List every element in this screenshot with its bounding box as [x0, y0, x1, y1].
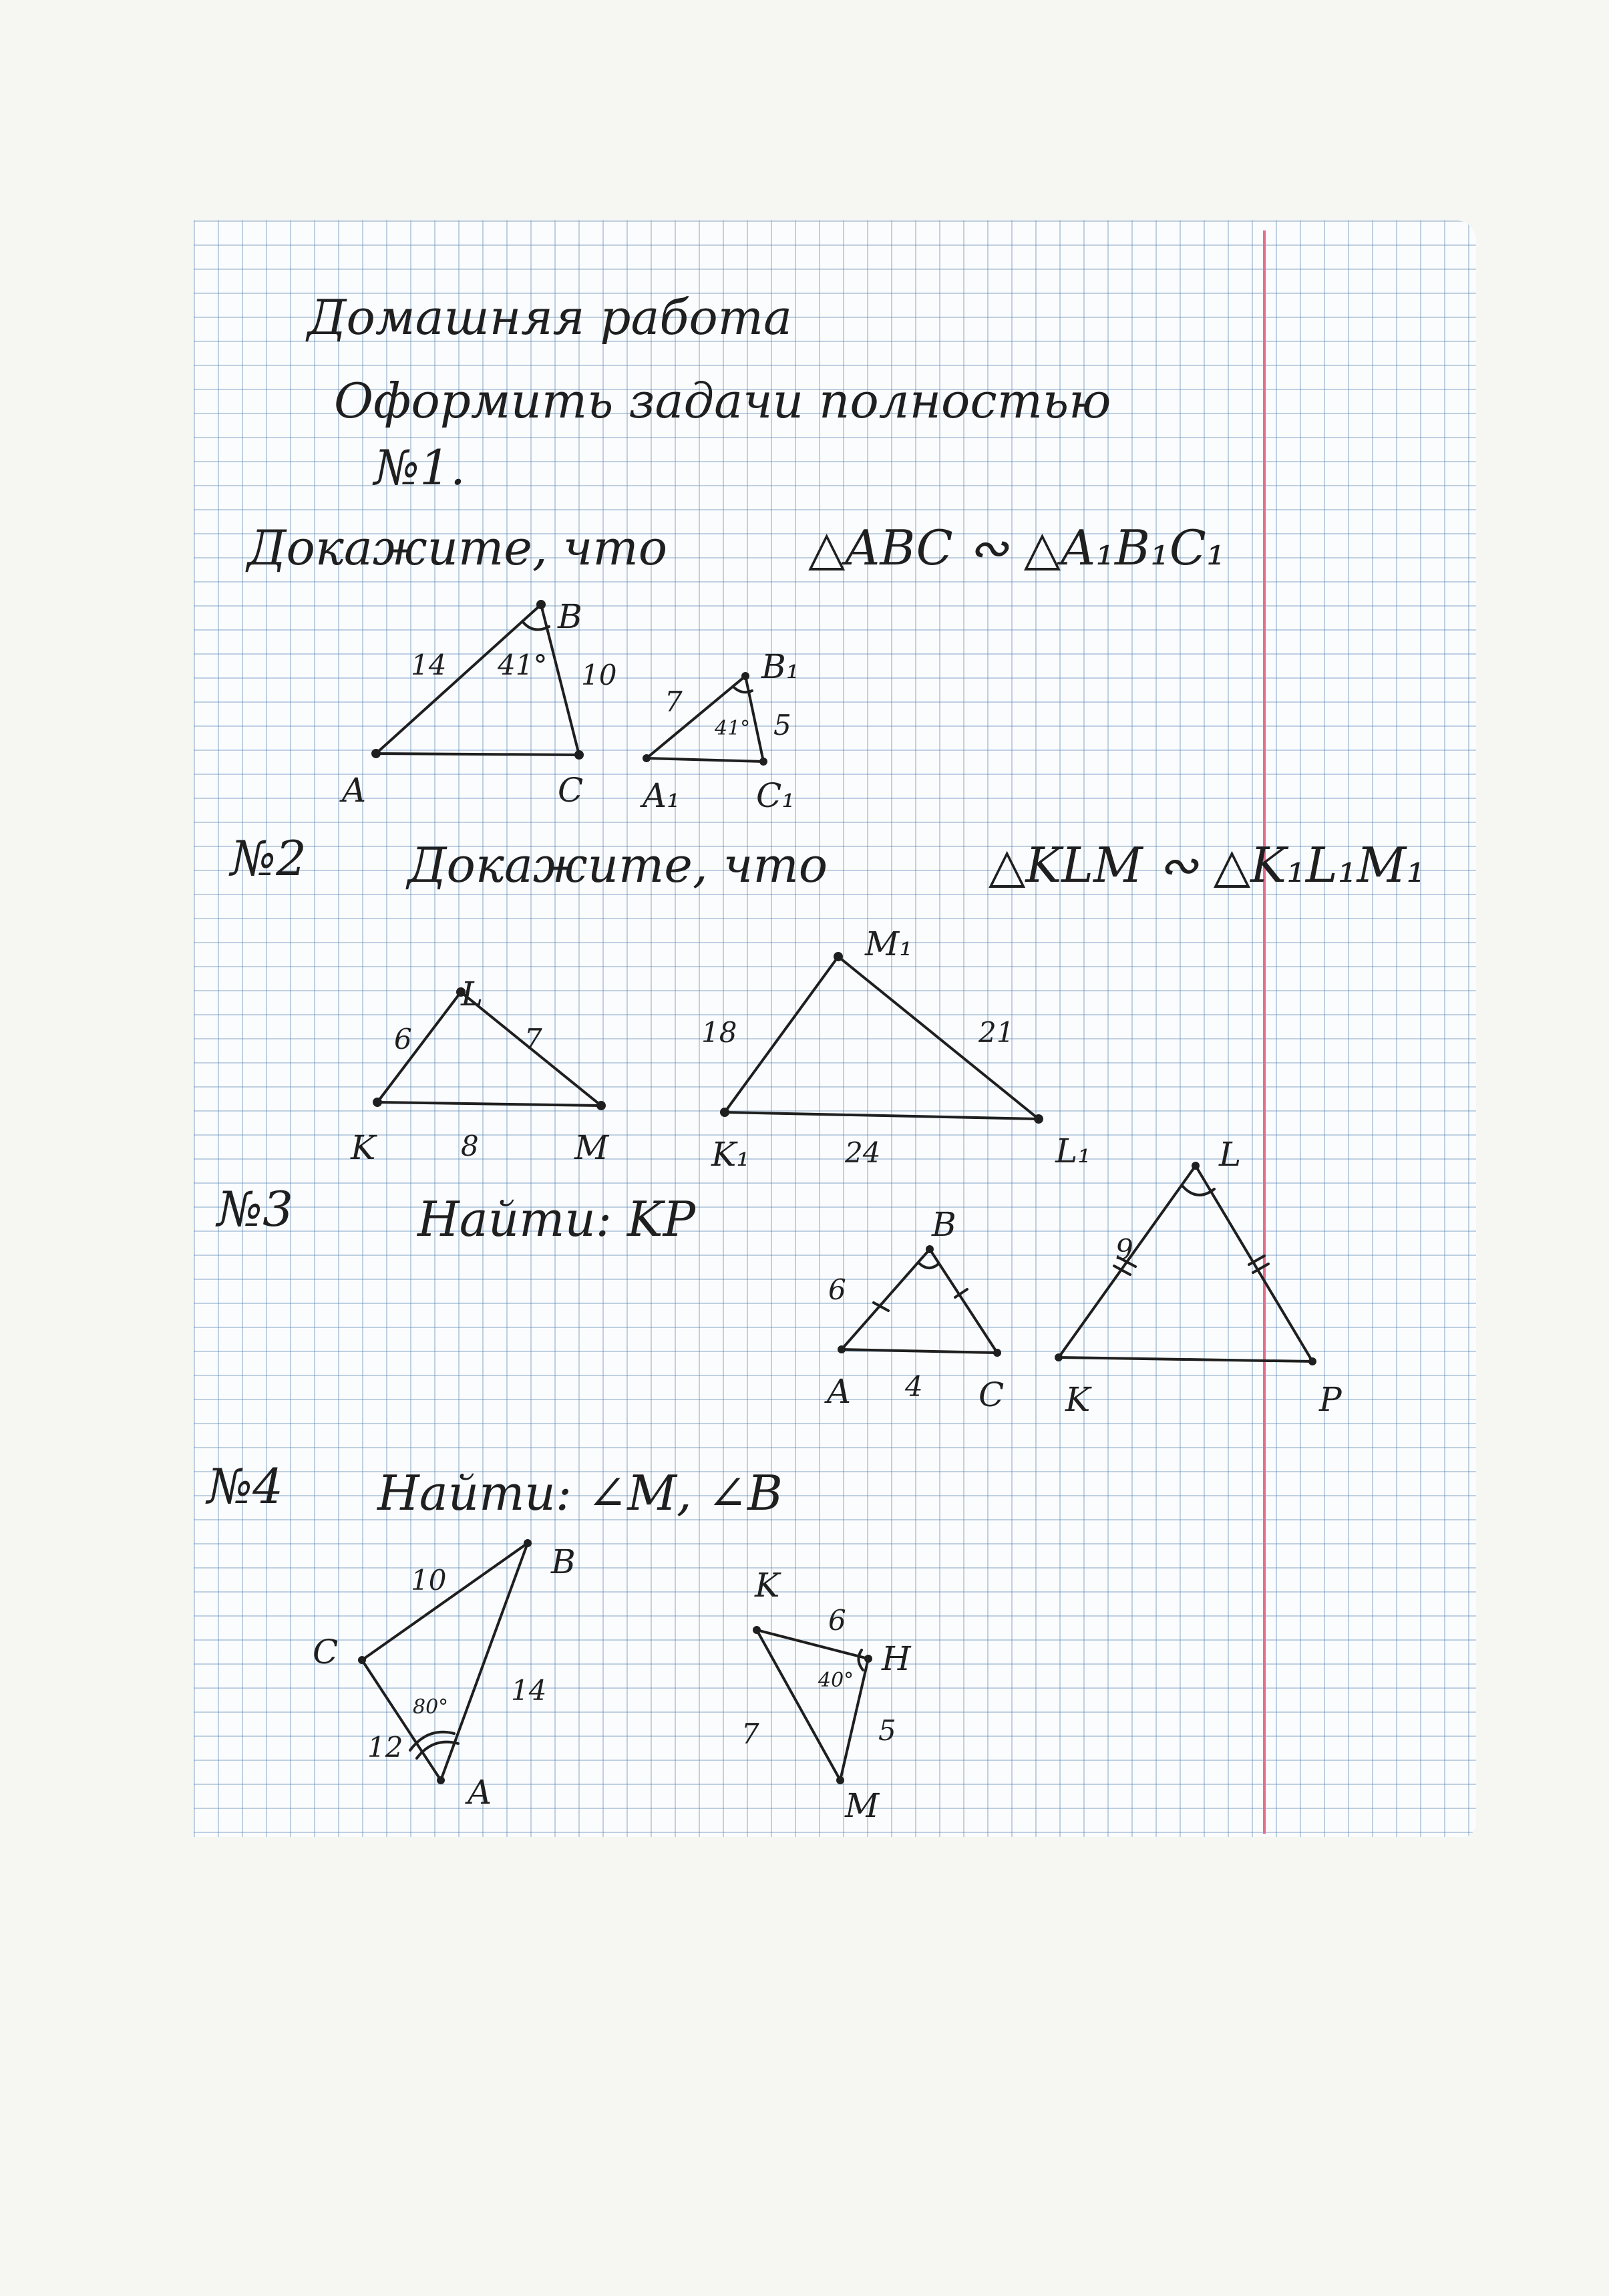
- vertex-label: B: [558, 597, 582, 636]
- vertex-label: C₁: [756, 776, 795, 815]
- problem-4: [205, 1458, 912, 1825]
- problem-task: Найти: ∠M, ∠B: [377, 1465, 783, 1521]
- vertex-label: A: [827, 1372, 852, 1411]
- side-label: 24: [845, 1136, 881, 1169]
- problem-task: Докажите, что: [247, 520, 668, 576]
- side-label: 14: [511, 1674, 547, 1707]
- vertex-label: K₁: [711, 1135, 750, 1174]
- side-label: 21: [978, 1016, 1015, 1049]
- vertex-label: M: [845, 1786, 880, 1825]
- triangle-abc-3: [824, 1205, 1004, 1414]
- side-label: 7: [665, 685, 683, 718]
- triangle-abc: [339, 597, 616, 810]
- problem-task: Докажите, что: [407, 837, 828, 893]
- side-label: 6: [828, 1604, 846, 1637]
- side-label: 5: [878, 1714, 896, 1747]
- vertex-label: B: [932, 1205, 956, 1244]
- vertex-label: A: [468, 1773, 492, 1812]
- vertex-label: L: [1219, 1135, 1242, 1174]
- side-label: 12: [367, 1731, 403, 1764]
- vertex-label: C: [558, 771, 584, 810]
- problem-number: №4: [207, 1458, 283, 1514]
- vertex-label: A: [342, 771, 367, 810]
- problem-2: [228, 830, 1425, 1174]
- vertex-label: C: [978, 1375, 1005, 1414]
- angle-label: 40°: [818, 1669, 854, 1692]
- vertex-label: K: [1065, 1380, 1091, 1419]
- side-label: 8: [461, 1130, 479, 1162]
- vertex-label: K: [351, 1128, 376, 1167]
- vertex-label: H: [882, 1639, 911, 1678]
- side-label: 5: [773, 709, 791, 742]
- triangle-klm: [350, 975, 610, 1167]
- vertex-label: M: [574, 1128, 609, 1167]
- side-label: 7: [524, 1023, 542, 1055]
- side-label: 4: [905, 1370, 923, 1403]
- triangle-klp: [1055, 1135, 1343, 1419]
- triangle-k1l1m1: [701, 925, 1091, 1174]
- triangle-a1b1c1: [640, 647, 799, 815]
- vertex-label: K: [755, 1566, 780, 1605]
- page-subtitle: Оформить задачи полностью: [334, 373, 1111, 429]
- side-label: 18: [701, 1016, 737, 1049]
- problem-3: [215, 1135, 1343, 1419]
- angle-label: 41°: [715, 717, 751, 740]
- triangle-cba: [313, 1539, 576, 1812]
- problem-number: №1.: [374, 440, 466, 496]
- vertex-label: L: [461, 975, 484, 1013]
- side-label: 6: [394, 1023, 412, 1055]
- vertex-label: B: [551, 1542, 576, 1581]
- side-label: 6: [828, 1273, 846, 1306]
- side-label: 10: [411, 1564, 447, 1597]
- triangle-khm: [741, 1566, 912, 1825]
- vertex-label: P: [1319, 1380, 1342, 1419]
- problem-number: №2: [230, 830, 307, 886]
- vertex-label: B₁: [761, 647, 799, 686]
- problem-statement: △KLM ∾ △K₁L₁M₁: [989, 837, 1426, 893]
- side-label: 9: [1115, 1233, 1133, 1266]
- side-label: 10: [581, 659, 617, 691]
- vertex-label: C: [313, 1633, 339, 1671]
- page-title: Домашняя работа: [307, 289, 792, 345]
- problem-statement: △ABC ∾ △A₁B₁C₁: [808, 520, 1226, 576]
- vertex-label: A₁: [643, 776, 681, 815]
- angle-label: 41°: [498, 649, 548, 681]
- vertex-label: M₁: [865, 925, 913, 963]
- problem-number: №3: [217, 1181, 293, 1237]
- angle-label: 80°: [413, 1695, 449, 1719]
- vertex-label: L₁: [1055, 1132, 1091, 1170]
- side-label: 7: [741, 1717, 759, 1750]
- problem-1: [245, 440, 1226, 815]
- side-label: 14: [411, 649, 447, 681]
- problem-task: Найти: KP: [417, 1191, 696, 1247]
